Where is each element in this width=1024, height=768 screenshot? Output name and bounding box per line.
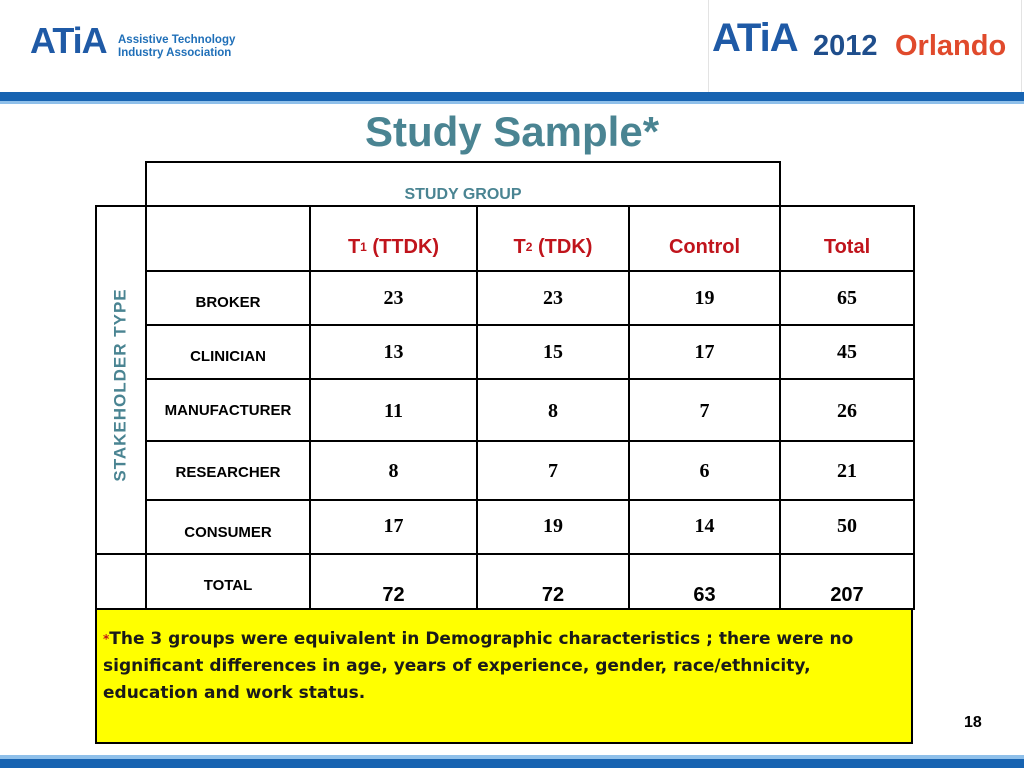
column-header-total: Total bbox=[823, 235, 871, 258]
column-header-t1-rest: (TTDK) bbox=[366, 235, 440, 258]
table-total-cell: 72 bbox=[541, 583, 565, 606]
table-total-cell: 63 bbox=[693, 583, 716, 606]
column-header-t2-rest: (TDK) bbox=[532, 235, 593, 258]
column-header-t2-main: T bbox=[513, 235, 526, 258]
stakeholder-type-label-wrap bbox=[97, 270, 145, 500]
row-label-consumer: CONSUMER bbox=[184, 523, 272, 541]
header-divider-light bbox=[0, 101, 1024, 104]
study-group-label: STUDY GROUP bbox=[404, 186, 522, 203]
row-label-total: TOTAL bbox=[203, 576, 253, 594]
table-cell: 15 bbox=[543, 340, 563, 363]
stakeholder-type-label: STAKEHOLDER TYPE bbox=[111, 288, 131, 482]
header-divider bbox=[0, 92, 1024, 101]
table-cell: 26 bbox=[837, 399, 857, 422]
table-cell: 7 bbox=[699, 399, 710, 422]
row-label-clinician: CLINICIAN bbox=[190, 347, 266, 365]
atia-logo-subtitle-line2: Industry Association bbox=[118, 47, 232, 59]
column-header-control: Control bbox=[668, 235, 741, 258]
row-label-broker: BROKER bbox=[195, 293, 261, 311]
row-label-researcher: RESEARCHER bbox=[175, 463, 281, 481]
table-cell: 14 bbox=[694, 514, 715, 537]
table-cell: 7 bbox=[548, 459, 558, 482]
footer-divider bbox=[0, 759, 1024, 768]
table-cell: 17 bbox=[383, 514, 404, 537]
table-cell: 19 bbox=[543, 514, 563, 537]
table-total-cell: 72 bbox=[382, 583, 405, 606]
table-cell: 19 bbox=[694, 286, 715, 309]
grid-line bbox=[913, 205, 915, 610]
table-cell: 6 bbox=[699, 459, 710, 482]
banner-year: 2012 bbox=[813, 30, 878, 62]
atia-logo bbox=[30, 14, 240, 76]
row-label-manufacturer: MANUFACTURER bbox=[164, 401, 292, 419]
note-text: The 3 groups were equivalent in Demographic characteristics ; there were no significant differences in age, years of experience, gender, race/ethnicity, education and work status. bbox=[103, 629, 854, 703]
page-number: 18 bbox=[964, 714, 982, 731]
conference-banner bbox=[708, 0, 1022, 93]
column-header-t2-sub: 2 bbox=[525, 240, 533, 254]
note-box bbox=[95, 608, 913, 744]
note-text-wrap bbox=[103, 626, 903, 707]
table-cell: 23 bbox=[383, 286, 404, 309]
atia-logo-subtitle-line1: Assistive Technology bbox=[118, 34, 236, 46]
table-total-cell: 207 bbox=[830, 583, 864, 606]
atia-logo-text: ATiA bbox=[30, 20, 107, 61]
table-cell: 50 bbox=[837, 514, 857, 537]
table-cell: 11 bbox=[384, 399, 403, 422]
note-asterisk: * bbox=[103, 632, 110, 646]
table-cell: 8 bbox=[548, 399, 558, 422]
table-cell: 65 bbox=[837, 286, 857, 309]
banner-city: Orlando bbox=[895, 30, 1007, 62]
table-cell: 21 bbox=[837, 459, 857, 482]
banner-logo: ATiA bbox=[712, 16, 798, 60]
table-cell: 45 bbox=[837, 340, 857, 363]
column-header-t1-sub: 1 bbox=[360, 240, 367, 254]
table-cell: 8 bbox=[388, 459, 399, 482]
grid-line bbox=[145, 161, 781, 163]
atia-logo-subtitle bbox=[118, 34, 235, 60]
column-header-t1-main: T bbox=[347, 235, 361, 258]
table-cell: 23 bbox=[543, 286, 563, 309]
table-cell: 17 bbox=[694, 340, 715, 363]
table-cell: 13 bbox=[383, 340, 404, 363]
slide-title: Study Sample* bbox=[364, 108, 660, 155]
